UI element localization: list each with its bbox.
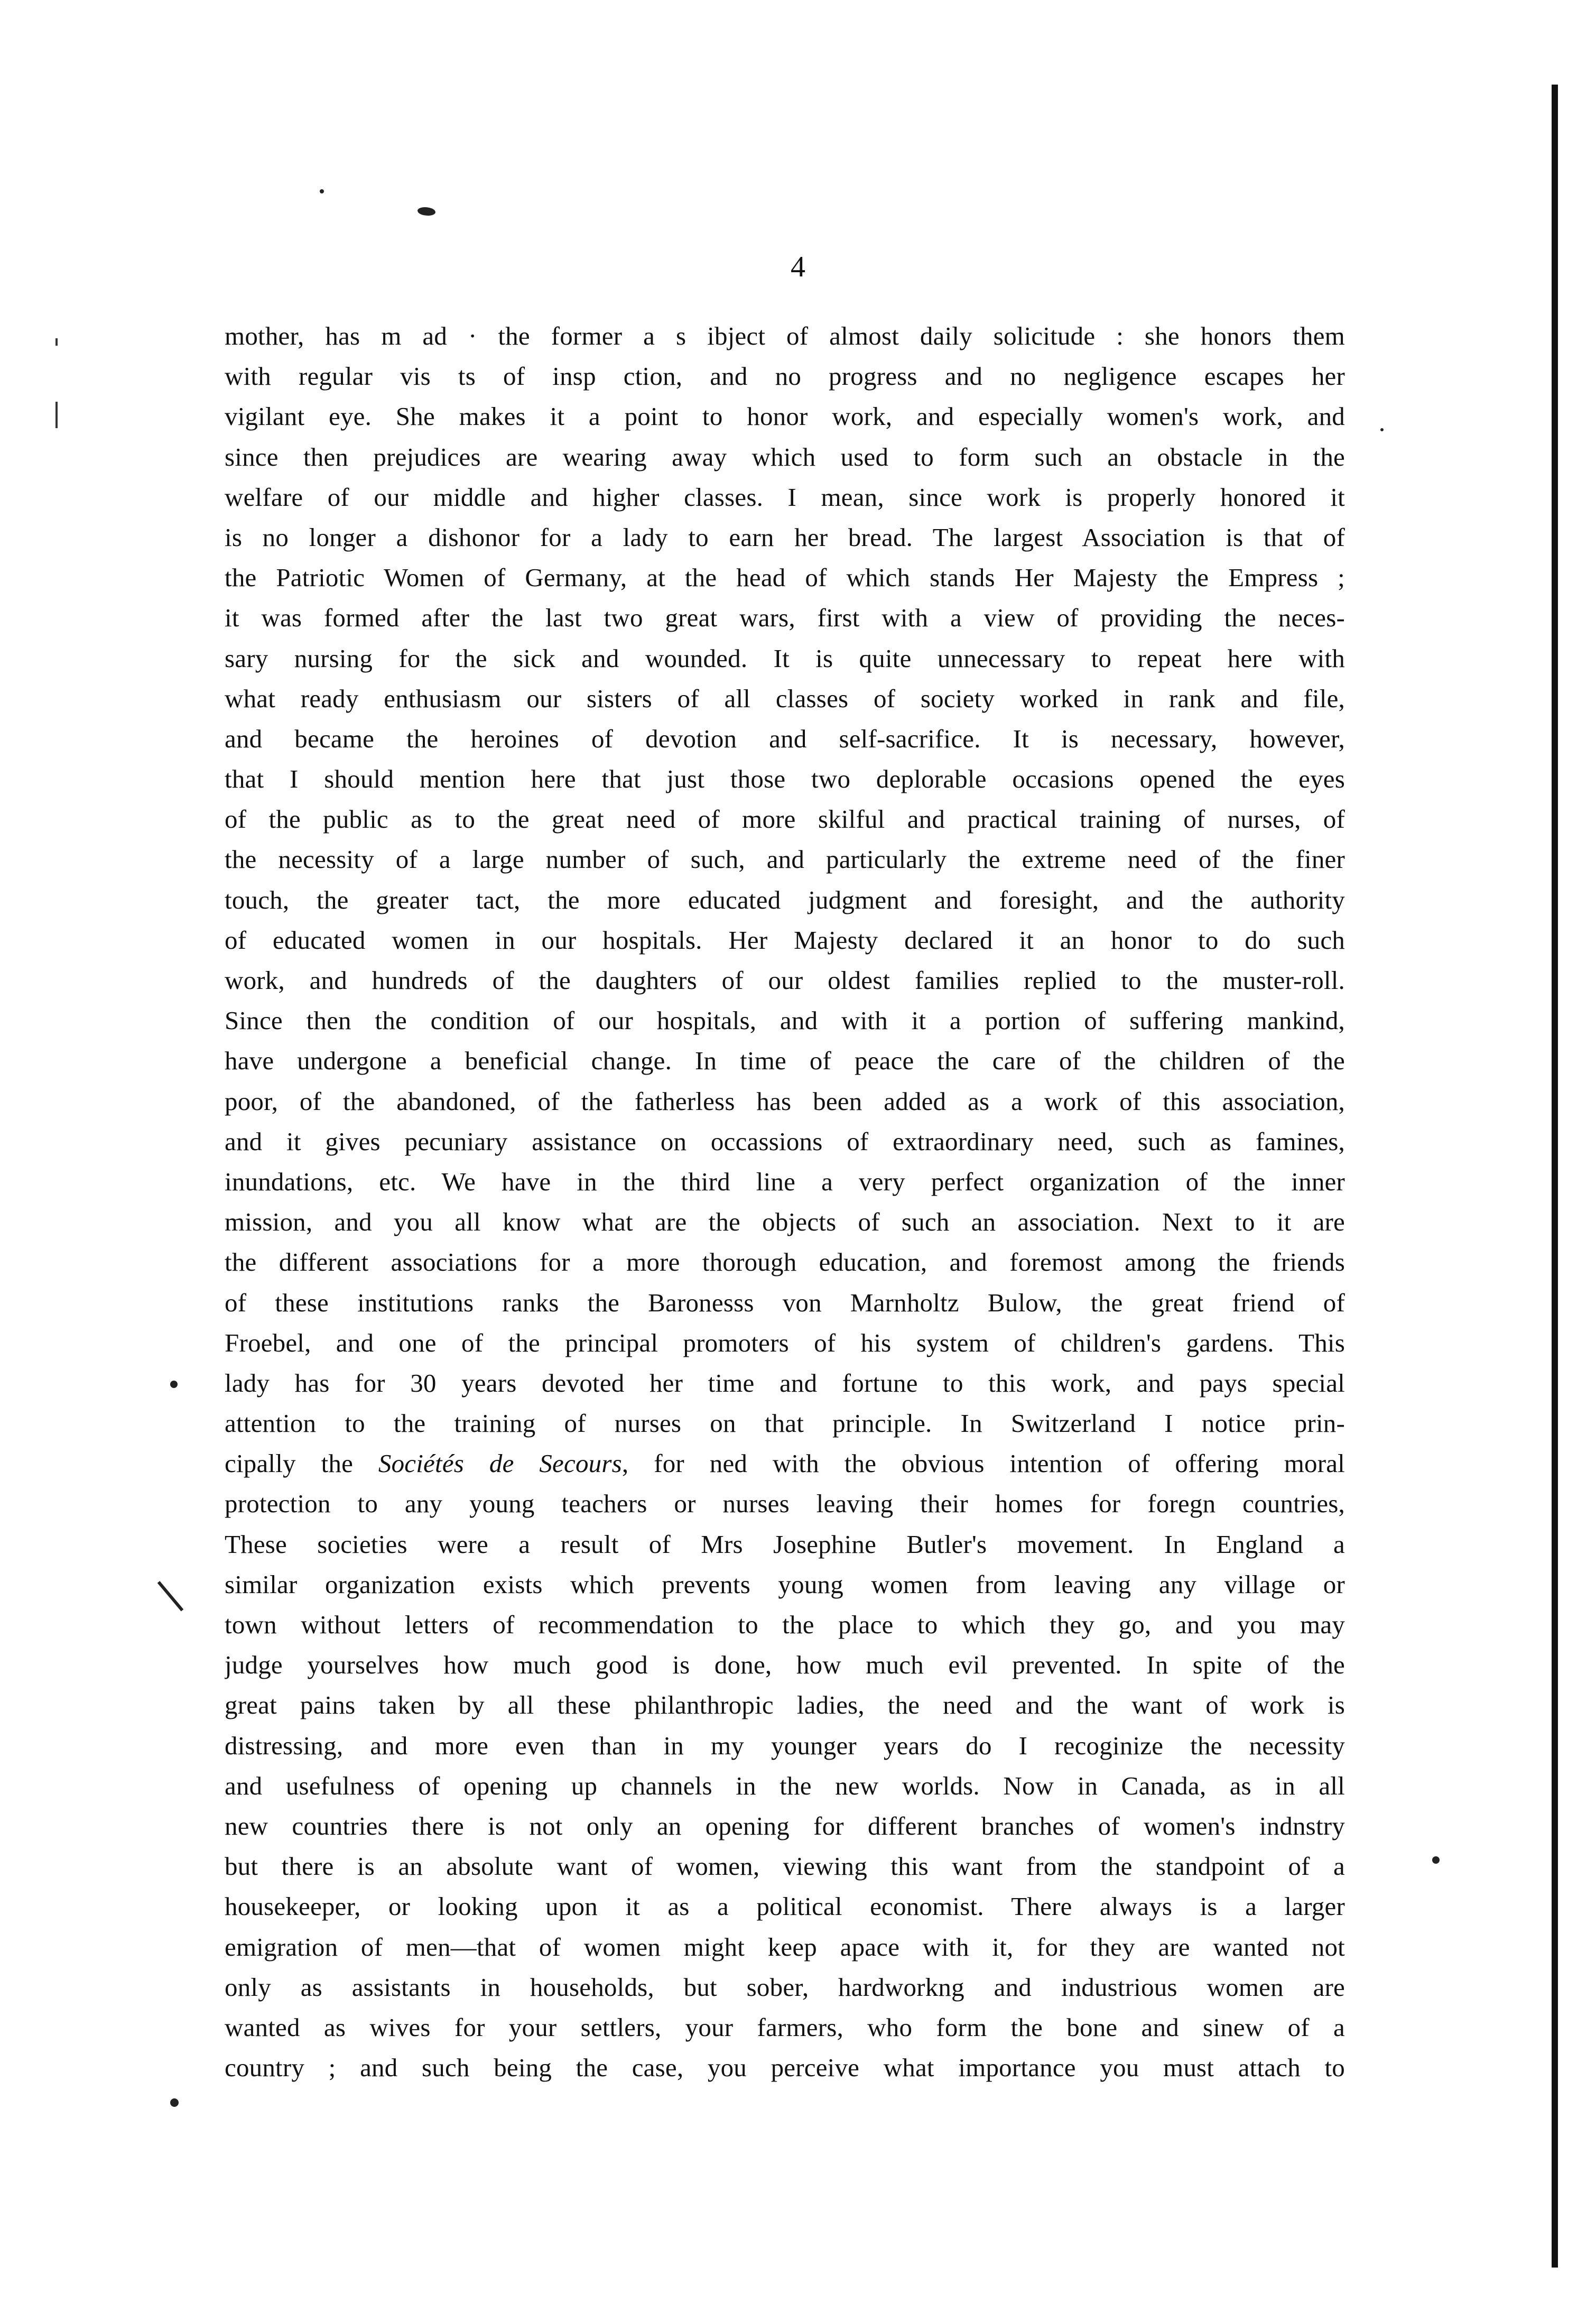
text-line: judge yourselves how much good is done, how much evil prevented. In spite of the <box>225 1650 1345 1680</box>
text-line: is no longer a dishonor for a lady to earn her bread. The largest Association is that of <box>225 522 1345 552</box>
text-line: sary nursing for the sick and wounded. It is quite unnecessary to repeat here with <box>225 643 1345 673</box>
ink-speck <box>1432 1856 1440 1864</box>
text-line: of educated women in our hospitals. Her Majesty declared it an honor to do such <box>225 925 1345 955</box>
text-line: the necessity of a large number of such, and particularly the extreme need of the finer <box>225 845 1345 874</box>
page-number: 4 <box>791 251 805 283</box>
ink-blot <box>417 207 435 216</box>
text-line: and became the heroines of devotion and self-sacrifice. It is necessary, however, <box>225 724 1345 753</box>
ink-speck <box>170 2098 179 2107</box>
text-line: mother, has m ad · the former a s ibject of almost daily solicitude : she honors them <box>225 321 1345 350</box>
text-line: lady has for 30 years devoted her time and fortune to this work, and pays special <box>225 1368 1345 1398</box>
margin-pencil-mark <box>157 1581 184 1611</box>
text-line: vigilant eye. She makes it a point to honor work, and especially women's work, and <box>225 402 1345 431</box>
text-line: Froebel, and one of the principal promoters of his system of children's gardens. This <box>225 1328 1345 1357</box>
ink-speck <box>170 1381 178 1388</box>
text-line: emigration of men—that of women might keep apace with it, for they are wanted not <box>225 1932 1345 1962</box>
text-line: of the public as to the great need of more skilful and practical training of nurses, of <box>225 804 1345 834</box>
text-line: since then prejudices are wearing away which used to form such an obstacle in the <box>225 442 1345 471</box>
text-line: distressing, and more even than in my younger years do I recoginize the necessity <box>225 1731 1345 1760</box>
text-line: that I should mention here that just those two deplorable occasions opened the eyes <box>225 764 1345 794</box>
text-line: cipally the Sociétés de Secours, for ned with the obvious intention of offering moral <box>225 1449 1345 1478</box>
ink-speck <box>1380 428 1384 431</box>
text-line: poor, of the abandoned, of the fatherless has been added as a work of this association, <box>225 1086 1345 1116</box>
text-line: the Patriotic Women of Germany, at the head of which stands Her Majesty the Empress ; <box>225 563 1345 593</box>
text-line: housekeeper, or looking upon it as a political economist. There always is a larger <box>225 1892 1345 1921</box>
text-line: attention to the training of nurses on that principle. In Switzerland I notice prin- <box>225 1409 1345 1438</box>
text-line: new countries there is not only an opening for different branches of women's indnstry <box>225 1811 1345 1840</box>
text-line: but there is an absolute want of women, viewing this want from the standpoint of a <box>225 1852 1345 1881</box>
text-line: town without letters of recommendation to the place to which they go, and you may <box>225 1610 1345 1639</box>
text-line: great pains taken by all these philanthropic ladies, the need and the want of work is <box>225 1690 1345 1720</box>
text-line: mission, and you all know what are the objects of such an association. Next to it are <box>225 1207 1345 1237</box>
text-line: welfare of our middle and higher classes. I mean, since work is properly honored it <box>225 482 1345 512</box>
text-line: have undergone a beneficial change. In time of peace the care of the children of the <box>225 1046 1345 1076</box>
text-line: touch, the greater tact, the more educated judgment and foresight, and the authority <box>225 885 1345 914</box>
text-line: Since then the condition of our hospitals, and with it a portion of suffering mankind, <box>225 1006 1345 1035</box>
text-line: with regular vis ts of insp ction, and no progress and no negligence escapes her <box>225 362 1345 391</box>
ink-speck <box>320 189 324 193</box>
body-text <box>225 316 1345 2088</box>
text-line: country ; and such being the case, you perceive what importance you must attach to <box>225 2053 1345 2083</box>
text-line: protection to any young teachers or nurses leaving their homes for foregn countries, <box>225 1489 1345 1519</box>
page-edge-rule <box>1552 85 1558 2268</box>
text-line: only as assistants in households, but sober, hardworkng and industrious women are <box>225 1972 1345 2002</box>
text-line: These societies were a result of Mrs Josephine Butler's movement. In England a <box>225 1529 1345 1559</box>
margin-tick <box>55 338 58 346</box>
text-line: of these institutions ranks the Baronesss von Marnholtz Bulow, the great friend of <box>225 1288 1345 1317</box>
text-line: and it gives pecuniary assistance on occassions of extraordinary need, such as famines, <box>225 1126 1345 1156</box>
text-line: it was formed after the last two great wars, first with a view of providing the neces- <box>225 603 1345 633</box>
margin-tick <box>55 402 58 428</box>
text-line: the different associations for a more thorough education, and foremost among the friends <box>225 1247 1345 1277</box>
text-line: work, and hundreds of the daughters of our oldest families replied to the muster-roll. <box>225 966 1345 995</box>
text-line: what ready enthusiasm our sisters of all classes of society worked in rank and file, <box>225 683 1345 713</box>
text-line: and usefulness of opening up channels in the new worlds. Now in Canada, as in all <box>225 1771 1345 1800</box>
italic-phrase: Sociétés de Secours <box>378 1449 622 1478</box>
text-line: inundations, etc. We have in the third line a very perfect organization of the inner <box>225 1167 1345 1196</box>
text-line: wanted as wives for your settlers, your farmers, who form the bone and sinew of a <box>225 2012 1345 2042</box>
text-line: similar organization exists which prevents young women from leaving any village or <box>225 1569 1345 1599</box>
